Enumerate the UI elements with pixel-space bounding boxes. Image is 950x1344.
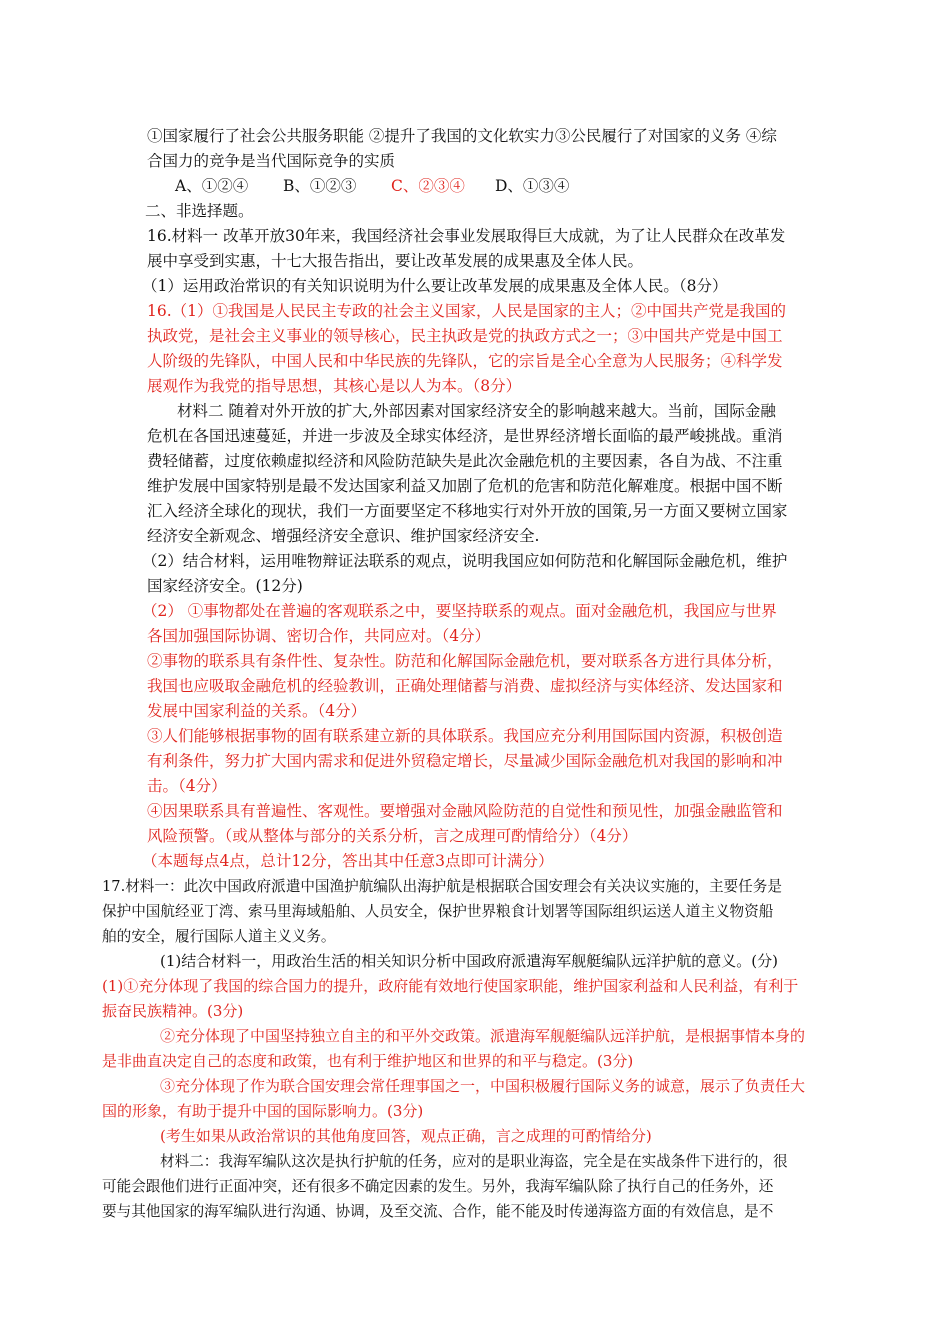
q17-material2-line3: 要与其他国家的海军编队进行沟通、协调，及至交流、合作，能不能及时传递海盗方面的有效信息，是不 [102,1203,774,1220]
section2-title: 二、非选择题。 [145,202,254,220]
q16-material2-line1: 材料二 随着对外开放的扩大,外部因素对国家经济安全的影响越来越大。当前，国际金融 [177,402,776,420]
q16-material1-line2: 展中享受到实惠，十七大报告指出，要让改革发展的成果惠及全体人民。 [147,252,644,270]
q16-material2-line3: 费轻储蓄，过度依赖虚拟经济和风险防范缺失是此次金融危机的主要因素，各自为战、不注重 [147,452,783,470]
q16-question2-line2: 国家经济安全。(12分) [147,577,303,595]
q16-answer2-line4: 我国也应吸取金融危机的经验教训，正确处理储蓄与消费、虚拟经济与实体经济、发达国家和 [147,677,783,695]
q16-question2-line1: （2）结合材料，运用唯物辩证法联系的观点，说明我国应如何防范和化解国际金融危机，维护 [142,552,788,570]
q16-answer2-line9: ④因果联系具有普遍性、客观性。要增强对金融风险防范的自觉性和预见性，加强金融监管和 [147,802,783,820]
q15-choices [175,174,569,199]
q16-answer2-line10: 风险预警。（或从整体与部分的关系分析，言之成理可酌情给分）（4分） [147,827,638,845]
q17-answer1-line4: 是非曲直决定自己的态度和政策，也有利于维护地区和世界的和平与稳定。(3分) [102,1052,634,1070]
q16-answer2-line1: （2） ①事物都处在普遍的客观联系之中，要坚持联系的观点。面对金融危机，我国应与世界 [142,602,777,620]
q16-answer2-line8: 击。（4分） [147,777,227,795]
q16-answer2-scoring-note: （本题每点4点，总计12分，答出其中任意3点即可计满分） [142,852,554,870]
q17-answer1-line5: ③充分体现了作为联合国安理会常任理事国之一，中国积极履行国际义务的诚意，展示了负责任大 [160,1077,806,1095]
q16-question1: （1）运用政治常识的有关知识说明为什么要让改革发展的成果惠及全体人民。（8分） [142,277,728,295]
q16-answer2-line7: 有利条件，努力扩大国内需求和促进外贸稳定增长，尽量减少国际金融危机对我国的影响和冲 [147,752,783,770]
q16-answer2-line5: 发展中国家利益的关系。（4分） [147,702,367,720]
q17-material1-line3: 舶的安全，履行国际人道主义义务。 [102,928,336,945]
q17-material1-line2: 保护中国航经亚丁湾、索马里海域船舶、人员安全，保护世界粮食计划署等国际组织运送人道主义物资船 [102,903,774,920]
q15-choice-a: A、①②④ [175,177,249,195]
q15-option-statements-line2: 合国力的竞争是当代国际竞争的实质 [147,152,396,170]
q16-answer1-line3: 人阶级的先锋队，中国人民和中华民族的先锋队，它的宗旨是全心全意为人民服务；④科学发 [147,352,783,370]
q17-answer1-line1: (1)①充分体现了我国的综合国力的提升，政府能有效地行使国家职能，维护国家利益和人民利益，有利于 [102,977,799,995]
q16-answer2-line6: ③人们能够根据事物的固有联系建立新的具体联系。我国应充分利用国际国内资源，积极创造 [147,727,783,745]
q16-answer1-line1: 16.（1）①我国是人民民主专政的社会主义国家，人民是国家的主人；②中国共产党是我国的 [147,302,787,320]
q17-answer1-line6: 国的形象，有助于提升中国的国际影响力。(3分) [102,1102,424,1120]
q17-answer1-scoring-note: (考生如果从政治常识的其他角度回答，观点正确，言之成理的可酌情给分) [160,1127,652,1145]
q17-material2-line2: 可能会跟他们进行正面冲突，还有很多不确定因素的发生。另外，我海军编队除了执行自己的任务外，还 [102,1178,774,1195]
q16-material2-line5: 汇入经济全球化的现状，我们一方面要坚定不移地实行对外开放的国策,另一方面又要树立国家 [147,502,788,520]
q17-material1-line1: 17.材料一：此次中国政府派遣中国渔护航编队出海护航是根据联合国安理会有关决议实施的，主要任务是 [102,878,782,895]
q16-material1-line1: 16.材料一 改革开放30年来，我国经济社会事业发展取得巨大成就，为了让人民群众在改革发 [147,227,786,245]
q16-answer1-line4: 展观作为我党的指导思想，其核心是以人为本。（8分） [147,377,522,395]
q16-answer2-line3: ②事物的联系具有条件性、复杂性。防范和化解国际金融危机，要对联系各方进行具体分析， [147,652,783,670]
q16-material2-line2: 危机在各国迅速蔓延，并进一步波及全球实体经济，是世界经济增长面临的最严峻挑战。重消 [147,427,783,445]
q15-choice-d: D、①③④ [495,177,570,195]
q17-material2-line1: 材料二：我海军编队这次是执行护航的任务，应对的是职业海盗，完全是在实战条件下进行的，很 [160,1153,788,1170]
q16-answer1-line2: 执政党，是社会主义事业的领导核心，民主执政是党的执政方式之一；③中国共产党是中国工 [147,327,783,345]
q17-question1: (1)结合材料一，用政治生活的相关知识分析中国政府派遣海军舰艇编队远洋护航的意义。(分) [160,952,778,970]
q15-option-statements-line1: ①国家履行了社会公共服务职能 ②提升了我国的文化软实力③公民履行了对国家的义务 ④综 [147,127,777,145]
q17-answer1-line2: 振奋民族精神。(3分) [102,1002,244,1020]
q15-choice-c-answer: C、②③④ [391,177,465,195]
q16-answer2-line2: 各国加强国际协调、密切合作，共同应对。（4分） [147,627,491,645]
q16-material2-line6: 经济安全新观念、增强经济安全意识、维护国家经济安全. [147,527,540,545]
q17-answer1-line3: ②充分体现了中国坚持独立自主的和平外交政策。派遣海军舰艇编队远洋护航，是根据事情本身的 [160,1027,806,1045]
q15-choice-b: B、①②③ [283,177,357,195]
q16-material2-line4: 维护发展中国家特别是最不发达国家利益又加剧了危机的危害和防范化解难度。根据中国不断 [147,477,783,495]
